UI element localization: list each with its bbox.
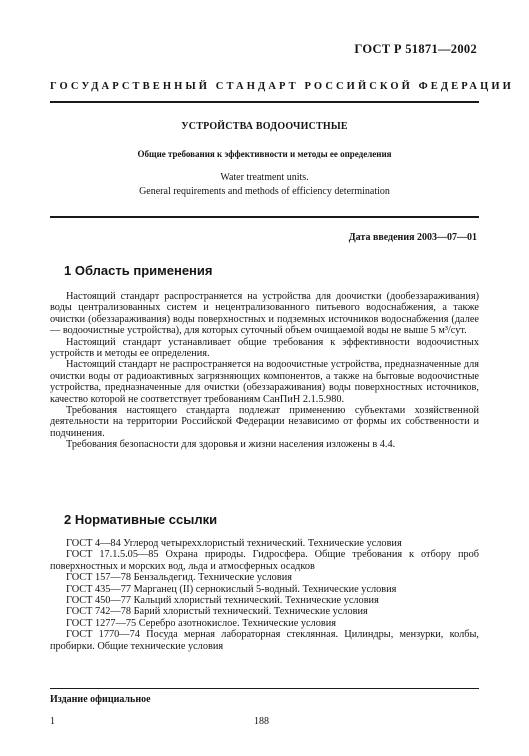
english-title	[50, 171, 479, 198]
reference-item: ГОСТ 4—84 Углерод четыреххлористый технический. Технические условия	[66, 538, 402, 549]
english-title-line-2: General requirements and methods of efficiency determination	[139, 185, 390, 197]
edition-label: Издание официальное	[50, 694, 151, 705]
reference-item: ГОСТ 450—77 Кальций хлористый технический. Технические условия	[66, 595, 379, 607]
introduction-date: Дата введения 2003—07—01	[348, 232, 477, 243]
paragraph: Настоящий стандарт распространяется на устройства для доочистки (дообеззараживания) воды централизованных систем и нецентрализованного питьевого водоснабжения, а также очистки (обеззараживания) воды поверхностных и подземных источников водоснабжения (далее — водоочистные устройства), для которых суточный объем очищаемой воды не выше 5 м³/сут.	[50, 291, 479, 337]
reference-item: ГОСТ 1770—74 Посуда мерная лабораторная стеклянная. Цилиндры, мензурки, колбы, пробирки. Общие технические условия	[50, 629, 479, 652]
reference-item: ГОСТ 157—78 Бензальдегид. Технические условия	[66, 572, 292, 584]
paragraph: Требования настоящего стандарта подлежат применению субъектами хозяйственной деятельности на территории Российской Федерации независимо от формы их собственности и подчинения.	[50, 405, 479, 439]
paragraph: Требования безопасности для здоровья и жизни населения изложены в 4.4.	[66, 439, 396, 451]
reference-item: ГОСТ 17.1.5.05—85 Охрана природы. Гидросфера. Общие требования к отбору проб поверхностных и морских вод, льда и атмосферных осадков	[50, 549, 479, 572]
top-divider	[50, 101, 479, 103]
document-title: УСТРОЙСТВА ВОДООЧИСТНЫЕ	[181, 121, 348, 132]
document-code: ГОСТ Р 51871—2002	[354, 42, 477, 56]
section-body	[50, 538, 479, 652]
reference-item: ГОСТ 435—77 Марганец (II) сернокислый 5-водный. Технические условия	[66, 583, 397, 595]
state-standard-banner: ГОСУДАРСТВЕННЫЙ СТАНДАРТ РОССИЙСКОЙ ФЕДЕРАЦИИ	[50, 81, 514, 92]
title-divider	[50, 216, 479, 218]
reference-item: ГОСТ 1277—75 Серебро азотнокислое. Технические условия	[66, 617, 336, 629]
section-heading: 1 Область применения	[64, 263, 213, 278]
section-heading: 2 Нормативные ссылки	[64, 512, 218, 527]
section-body	[50, 291, 479, 451]
page-number: 188	[254, 716, 269, 727]
paragraph: Настоящий стандарт устанавливает общие требования к эффективности водоочистных устройств и методы ее определения.	[50, 336, 479, 360]
section-scope	[50, 263, 479, 451]
paragraph: Настоящий стандарт не распространяется на водоочистные устройства, предназначенные для очистки воды от радиоактивных загрязняющих компонентов, а также на бытовые водоочистные устройства, предназначенные для очистки (обеззараживания) воды поверхностных источников, качество которой не соответствует требованиям СанПиН 2.1.5.980.	[50, 359, 479, 405]
english-title-line-1: Water treatment units.	[220, 172, 309, 183]
section-normative-references	[50, 512, 479, 652]
footer-divider	[50, 688, 479, 689]
document-subtitle: Общие требования к эффективности и методы ее определения	[137, 149, 392, 159]
reference-item: ГОСТ 742—78 Барий хлористый технический. Технические условия	[66, 606, 368, 618]
sheet-number: 1	[50, 716, 55, 727]
